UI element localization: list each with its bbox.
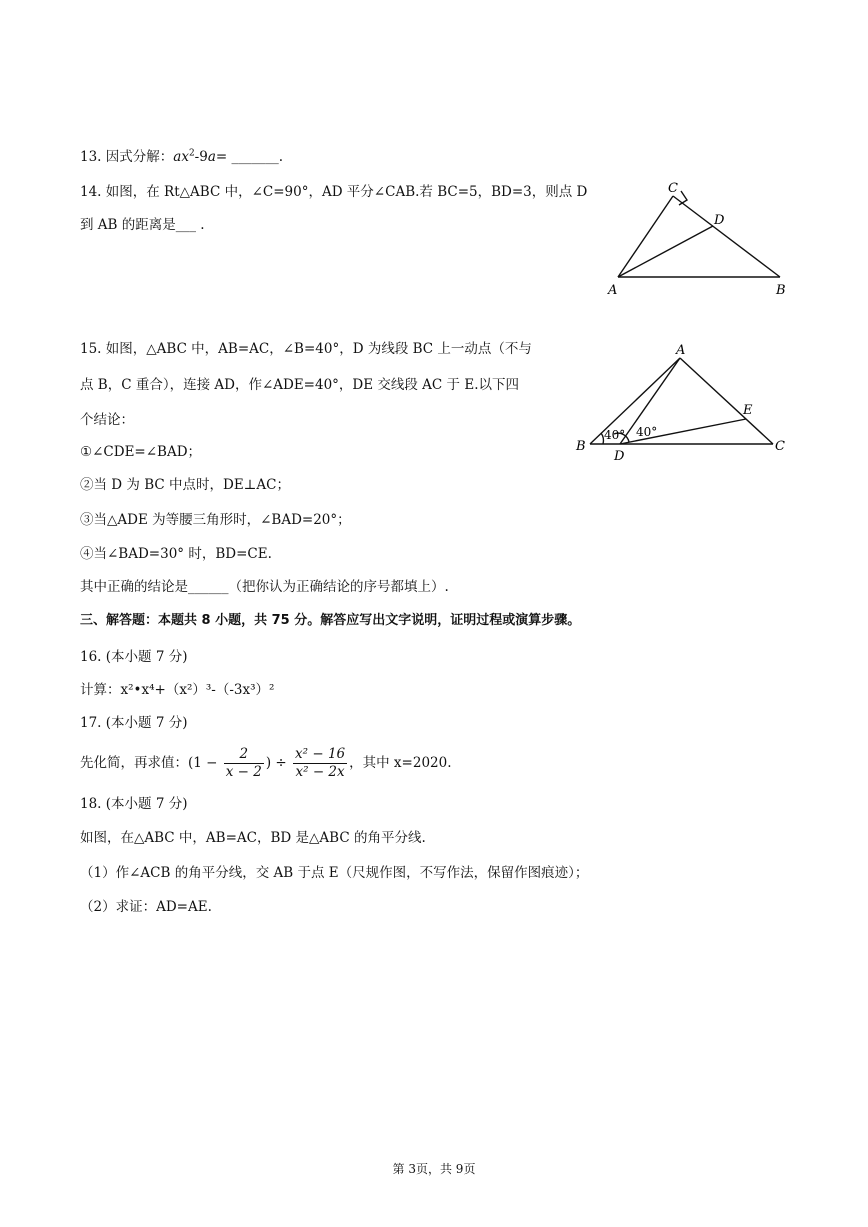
q15-label-d: D xyxy=(614,449,625,464)
q15-angle-b-label: 40° xyxy=(604,428,626,442)
q16-heading: 16. (本小题 7 分) xyxy=(80,649,188,665)
q15-answer-prompt: 其中正确的结论是______（把你认为正确结论的序号都填上）. xyxy=(80,579,449,595)
q17-prefix: 先化简，再求值：(1 − xyxy=(80,755,222,771)
q17-fraction-1-numerator: 2 xyxy=(224,746,264,764)
section-3-heading: 三、解答题：本题共 8 小题，共 75 分。解答应写出文字说明，证明过程或演算步骤。 xyxy=(80,613,581,628)
q15-conclusion-1: ①∠CDE=∠BAD； xyxy=(80,444,202,460)
q14-line2: 到 AB 的距离是___ . xyxy=(80,217,205,233)
q13-number: 13. xyxy=(80,149,106,165)
q14-side-ac xyxy=(618,196,673,277)
q13-text: 因式分解： xyxy=(105,149,174,165)
q14-label-a: A xyxy=(608,283,618,298)
q13-line xyxy=(80,148,283,166)
q15-label-c: C xyxy=(775,439,785,454)
q15-side-ac xyxy=(680,358,773,444)
q15-conclusion-4: ④当∠BAD=30° 时，BD=CE. xyxy=(80,546,272,562)
q13-answer-blank: = _______. xyxy=(215,149,284,165)
q15-label-b: B xyxy=(576,439,586,454)
q15-line1: 15. 如图，△ABC 中，AB=AC，∠B=40°，D 为线段 BC 上一动点（不与 xyxy=(80,341,532,357)
page-footer: 第 3页，共 9页 xyxy=(392,1162,476,1176)
q17-fraction-2-numerator: x² − 16 xyxy=(295,746,346,762)
q15-angle-d-label: 40° xyxy=(636,425,658,439)
q14-side-cb xyxy=(673,196,780,277)
q17-divide: ) ÷ xyxy=(265,755,292,771)
q15-label-a: A xyxy=(676,343,686,358)
q18-line1: 如图，在△ABC 中，AB=AC，BD 是△ABC 的角平分线. xyxy=(80,830,426,846)
q17-fraction-1 xyxy=(224,746,264,781)
q13-expr-a: ax xyxy=(173,149,189,165)
q15-label-e: E xyxy=(743,403,753,418)
q17-heading: 17. (本小题 7 分) xyxy=(80,715,188,731)
q17-fraction-2-denominator: x² − 2x xyxy=(295,764,345,780)
q14-label-d: D xyxy=(714,213,725,228)
q17-fraction-1-denominator: x − 2 xyxy=(225,764,262,780)
q14-figure xyxy=(600,180,800,300)
q15-figure xyxy=(570,338,800,468)
q17-suffix: ，其中 x=2020. xyxy=(349,755,452,771)
q15-line3: 个结论： xyxy=(80,412,134,428)
q14-label-c: C xyxy=(668,181,678,196)
q17-fraction-2 xyxy=(293,746,347,781)
q15-conclusion-2: ②当 D 为 BC 中点时，DE⊥AC； xyxy=(80,477,290,493)
q13-expr-a2: a xyxy=(207,149,216,165)
q18-part1: （1）作∠ACB 的角平分线，交 AB 于点 E（尺规作图，不写作法，保留作图痕迹）； xyxy=(80,865,589,881)
q14-segment-ad xyxy=(618,226,713,277)
q15-conclusion-3: ③当△ADE 为等腰三角形时，∠BAD=20°； xyxy=(80,512,351,528)
q14-line1: 14. 如图，在 Rt△ABC 中，∠C=90°，AD 平分∠CAB.若 BC=5，BD=3，则点 D xyxy=(80,184,588,200)
q13-expr-sup: 2 xyxy=(188,148,195,159)
q17-expression xyxy=(80,745,452,781)
q18-heading: 18. (本小题 7 分) xyxy=(80,796,188,812)
q16-expression: 计算：x²•x⁴+（x²）³-（-3x³）² xyxy=(80,682,275,698)
q14-label-b: B xyxy=(776,283,786,298)
q14-right-angle-mark xyxy=(679,191,687,205)
q18-part2: （2）求证：AD=AE. xyxy=(80,899,212,915)
q15-line2: 点 B，C 重合），连接 AD，作∠ADE=40°，DE 交线段 AC 于 E.以下四 xyxy=(80,377,519,393)
q13-expr-rest: -9 xyxy=(194,149,208,165)
